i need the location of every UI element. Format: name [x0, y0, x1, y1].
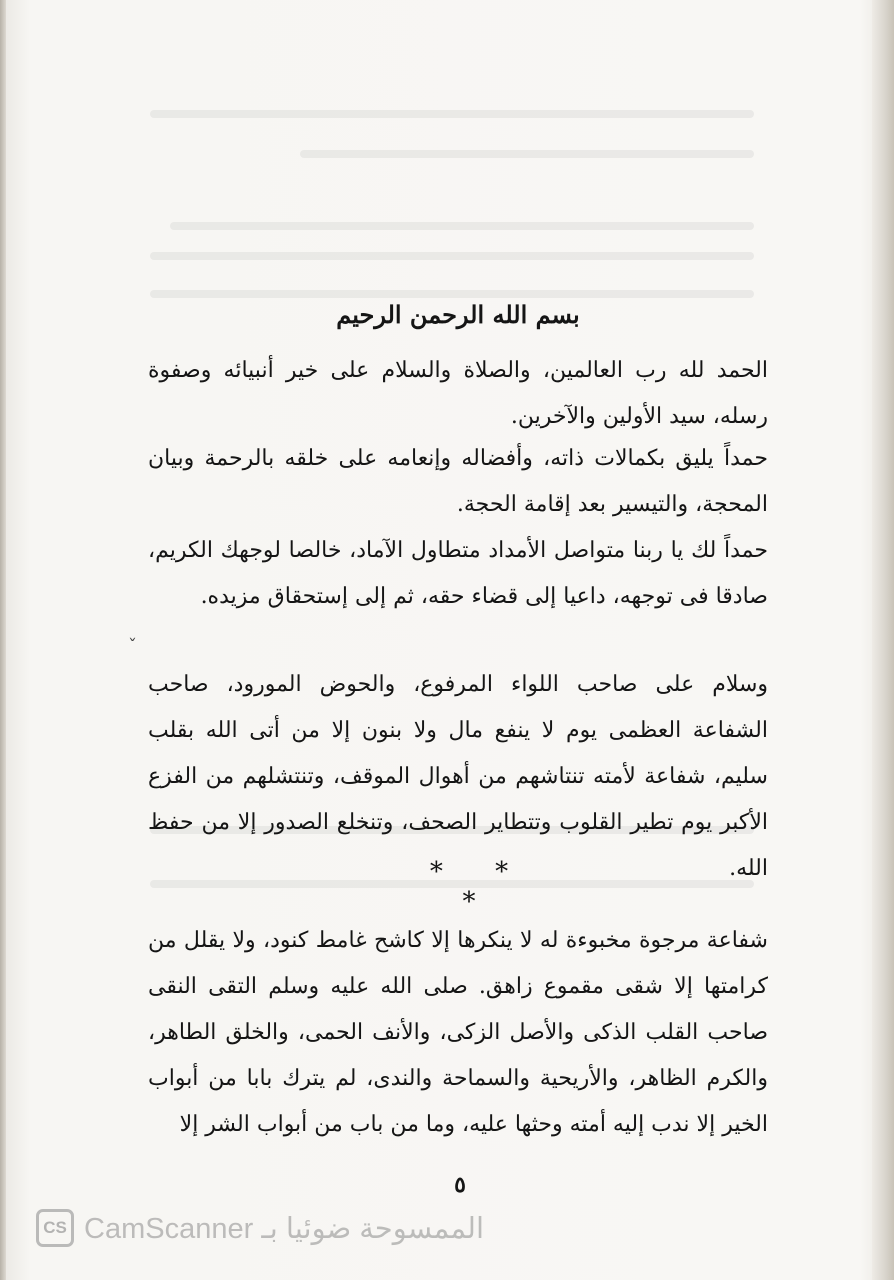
margin-mark: ˇ — [128, 636, 137, 657]
basmala-heading: بسم الله الرحمن الرحيم — [336, 300, 580, 329]
paragraph-2: حمداً يليق بكمالات ذاته، وأفضاله وإنعامه على خلقه بالرحمة وبيان المحجة، والتيسير بعد إقامة الحجة. — [148, 446, 768, 517]
watermark-text: CamScanner الممسوحة ضوئيا بـ — [84, 1212, 485, 1245]
paragraph-3: حمداً لك يا ربنا متواصل الأمداد متطاول الآماد، خالصا لوجهك الكريم، صادقا فى توجهه، داعيا إلى قضاء حقه، ثم إلى إستحقاق مزيده. — [148, 538, 768, 609]
show-through-line — [300, 150, 754, 158]
paragraph-5: شفاعة مرجوة مخبوءة له لا ينكرها إلا كاشح غامط كنود، ولا يقلل من كرامتها إلا شقى مقموع زاهق. صلى الله عليه وسلم التقى النقى صاحب القلب الذكى والأصل الزكى، والأنف الحمى، والخلق الطاهر، والكرم الظاهر، والأريحية والسماحة والندى، لم يترك بابا من أبواب الخير إلا ندب إليه أمته وحثها عليه، وما من باب من أبواب الشر إلا — [148, 928, 768, 1137]
paragraph-1: الحمد لله رب العالمين، والصلاة والسلام على خير أنبيائه وصفوة رسله، سيد الأولين والآخرين. — [148, 358, 768, 429]
camscanner-watermark — [36, 1206, 484, 1250]
section-separator: * * * — [429, 857, 531, 917]
page-number: ٥ — [454, 1172, 466, 1198]
show-through-line — [150, 110, 754, 118]
page-right-edge — [872, 0, 894, 1280]
show-through-line — [150, 290, 754, 298]
paragraph-4: وسلام على صاحب اللواء المرفوع، والحوض المورود، صاحب الشفاعة العظمى يوم لا ينفع مال ولا بنون إلا من أتى الله بقلب سليم، شفاعة لأمته تنتاشهم من أهوال الموقف، وتنتشلهم من الفزع الأكبر يوم تطير القلوب وتتطاير الصحف، وتنخلع الصدور إلا من حفظ الله. — [148, 672, 768, 881]
page-left-edge — [0, 0, 6, 1280]
show-through-line — [150, 252, 754, 260]
show-through-line — [170, 222, 754, 230]
camscanner-logo-icon: CS — [36, 1209, 74, 1247]
